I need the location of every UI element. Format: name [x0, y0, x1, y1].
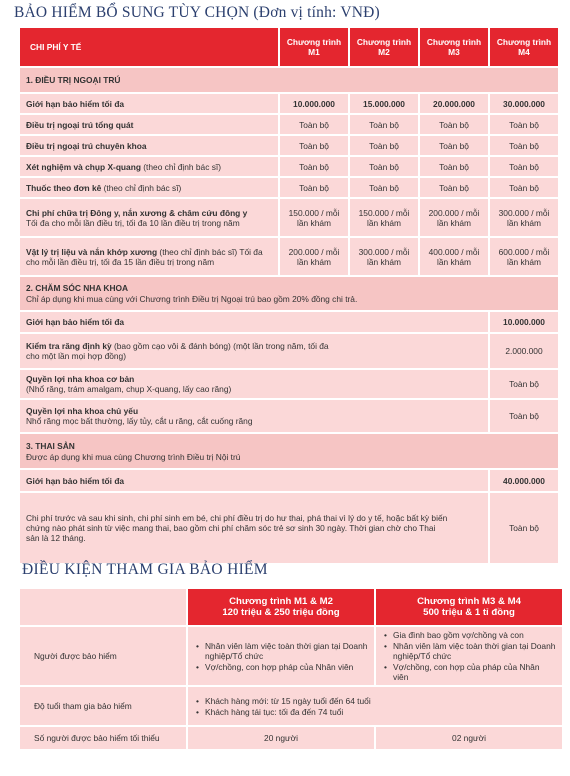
outpatient-value-m2: 300.000 / mỗi lần khám [350, 238, 418, 275]
dental-value-m4: Toàn bộ [490, 400, 558, 432]
insured-item: • Gia đình bao gồm vợ/chồng và con [384, 630, 556, 640]
dental-row-title: Kiểm tra răng định kỳ [26, 341, 112, 351]
dental-row-note: (Nhổ răng, trám amalgam, chụp X-quang, lấy cao răng) [26, 384, 232, 394]
outpatient-value-m4: 300.000 / mỗi lần khám [490, 199, 558, 236]
outpatient-value-m3: 20.000.000 [420, 94, 488, 113]
eligibility-title: ĐIỀU KIỆN THAM GIA BẢO HIỂM [22, 561, 268, 578]
outpatient-value-m1: Toàn bộ [280, 157, 348, 176]
dental-row-title: Quyền lợi nha khoa cơ bản [26, 374, 135, 384]
outpatient-row-title: Xét nghiệm và chụp X-quang [26, 161, 141, 172]
outpatient-row-label [20, 178, 278, 197]
dental-value-m4: Toàn bộ [490, 370, 558, 398]
outpatient-value-m4: Toàn bộ [490, 157, 558, 176]
dental-row-title: Giới hạn bảo hiểm tối đa [26, 317, 125, 327]
outpatient-value-m1: Toàn bộ [280, 178, 348, 197]
header-program-m3: Chương trình M3 [420, 28, 488, 66]
eligibility-header-blank [20, 589, 186, 625]
dental-row-label [20, 370, 488, 398]
outpatient-value-m3: Toàn bộ [420, 178, 488, 197]
outpatient-value-m4: Toàn bộ [490, 115, 558, 134]
dental-row [20, 370, 558, 398]
dental-row-label [20, 312, 488, 332]
outpatient-row-label [20, 94, 278, 113]
section-dental [20, 277, 558, 310]
outpatient-value-m4: Toàn bộ [490, 178, 558, 197]
min-insured-m1-m2: 20 người [188, 727, 374, 749]
optional-insurance-title: BẢO HIỂM BỔ SUNG TÙY CHỌN (Đơn vị tính: VNĐ) [14, 4, 380, 21]
outpatient-row-title: Giới hạn bảo hiểm tối đa [26, 98, 125, 109]
outpatient-row [20, 136, 558, 155]
dental-row [20, 400, 558, 432]
eligibility-header-m1-m2-amount: 120 triệu & 250 triệu đồng [222, 607, 340, 618]
outpatient-row-label [20, 136, 278, 155]
eligibility-header-m1-m2-title: Chương trình M1 & M2 [229, 596, 333, 607]
eligibility-header-m3-m4 [376, 589, 562, 625]
header-program-m1: Chương trình M1 [280, 28, 348, 66]
maternity-detail-value: Toàn bộ [490, 493, 558, 563]
outpatient-value-m1: 150.000 / mỗi lần khám [280, 199, 348, 236]
outpatient-row-label [20, 115, 278, 134]
header-program-m2: Chương trình M2 [350, 28, 418, 66]
outpatient-row [20, 157, 558, 176]
outpatient-value-m2: Toàn bộ [350, 178, 418, 197]
section-dental-note: Chỉ áp dụng khi mua cùng với Chương trình Điều trị Ngoại trú bao gồm 20% đồng chi trả. [26, 294, 358, 304]
maternity-detail: Chi phí trước và sau khi sinh, chi phí sinh em bé, chi phí điều trị do hư thai, phá thai vì lý do y tế, hoặc bất kỳ biến chứng nào phát sinh từ việc mang thai, bao gồm chi phí chăm sóc trẻ sơ sinh 30 ngày. Thời gian chờ cho Thai sản là 12 tháng. [20, 493, 488, 563]
outpatient-row [20, 178, 558, 197]
insured-m1-m2 [188, 627, 374, 685]
eligibility-header-m3-m4-amount: 500 triệu & 1 tỉ đồng [423, 607, 515, 618]
eligibility-table [18, 587, 564, 751]
outpatient-row-title: Điều trị ngoại trú chuyên khoa [26, 140, 147, 151]
dental-value-m4: 10.000.000 [490, 312, 558, 332]
section-maternity-note: Được áp dụng khi mua cùng Chương trình Điều trị Nội trú [26, 451, 241, 462]
maternity-limit-label: Giới hạn bảo hiểm tối đa [20, 470, 488, 491]
dental-row-label [20, 334, 488, 368]
outpatient-row-note: Tối đa cho mỗi lần điều trị, tối đa 10 lần điều trị trong năm [26, 217, 240, 228]
age-conditions [188, 687, 562, 725]
section-maternity-title: 3. THAI SẢN [26, 440, 75, 451]
insured-item: • Vợ/chồng, con hợp của pháp của Nhân viên [384, 662, 556, 682]
outpatient-value-m4: 30.000.000 [490, 94, 558, 113]
header-program-m4: Chương trình M4 [490, 28, 558, 66]
outpatient-row [20, 199, 558, 236]
outpatient-value-m4: 600.000 / mỗi lần khám [490, 238, 558, 275]
age-label: Độ tuổi tham gia bảo hiểm [20, 687, 186, 725]
insured-item: • Nhân viên làm việc toàn thời gian tại Doanh nghiệp/Tổ chức [384, 641, 556, 661]
dental-row-label [20, 400, 488, 432]
section-maternity [20, 434, 558, 468]
outpatient-value-m1: Toàn bộ [280, 136, 348, 155]
outpatient-value-m4: Toàn bộ [490, 136, 558, 155]
dental-row-note: (bao gồm cạo vôi & đánh bóng) (một lần trong năm, tối đa cho một lần mọi hợp đồng) [26, 341, 329, 361]
outpatient-row-title: Điều trị ngoại trú tổng quát [26, 119, 134, 130]
outpatient-row-label [20, 238, 278, 275]
outpatient-value-m3: 400.000 / mỗi lần khám [420, 238, 488, 275]
outpatient-value-m3: Toàn bộ [420, 136, 488, 155]
insured-item: • Vợ/chồng, con hợp pháp của Nhân viên [196, 662, 368, 672]
outpatient-value-m2: Toàn bộ [350, 115, 418, 134]
outpatient-value-m3: Toàn bộ [420, 115, 488, 134]
age-renewal-customer: • Khách hàng tái tục: tối đa đến 74 tuổi [196, 707, 556, 717]
outpatient-row-note: (theo chỉ định bác sĩ) [101, 182, 182, 193]
dental-row [20, 312, 558, 332]
outpatient-value-m3: 200.000 / mỗi lần khám [420, 199, 488, 236]
outpatient-row-title: Vật lý trị liệu và nắn khớp xương [26, 246, 158, 257]
outpatient-row-note: (theo chỉ định bác sĩ) [140, 161, 222, 172]
outpatient-value-m2: Toàn bộ [350, 136, 418, 155]
outpatient-row [20, 115, 558, 134]
outpatient-value-m2: 15.000.000 [350, 94, 418, 113]
min-insured-label: Số người được bảo hiểm tối thiểu [20, 727, 186, 749]
eligibility-header-m3-m4-title: Chương trình M3 & M4 [417, 596, 521, 607]
dental-row [20, 334, 558, 368]
outpatient-row-note: (theo chỉ định bác sĩ) Tối đa cho mỗi lần điều trị, tối đa 15 lần điều trị trong năm [26, 246, 263, 267]
outpatient-value-m1: 10.000.000 [280, 94, 348, 113]
outpatient-value-m2: Toàn bộ [350, 157, 418, 176]
insured-m3-m4 [376, 627, 562, 685]
insured-label: Người được bảo hiểm [20, 627, 186, 685]
outpatient-row [20, 238, 558, 275]
dental-value-m4: 2.000.000 [490, 334, 558, 368]
header-medical-cost: CHI PHÍ Y TẾ [20, 28, 278, 66]
age-new-customer: • Khách hàng mới: từ 15 ngày tuổi đến 64 tuổi [196, 696, 556, 706]
insured-item: • Nhân viên làm việc toàn thời gian tại Doanh nghiệp/Tổ chức [196, 641, 368, 661]
outpatient-value-m1: Toàn bộ [280, 115, 348, 134]
outpatient-row [20, 94, 558, 113]
maternity-limit-value: 40.000.000 [490, 470, 558, 491]
outpatient-value-m2: 150.000 / mỗi lần khám [350, 199, 418, 236]
outpatient-row-title: Chi phí chữa trị Đông y, nắn xương & châm cứu đông y [26, 207, 248, 218]
section-dental-title: 2. CHĂM SÓC NHA KHOA [26, 283, 129, 293]
outpatient-row-label [20, 157, 278, 176]
min-insured-m3-m4: 02 người [376, 727, 562, 749]
outpatient-value-m3: Toàn bộ [420, 157, 488, 176]
optional-benefits-table [18, 26, 560, 565]
outpatient-value-m1: 200.000 / mỗi lần khám [280, 238, 348, 275]
section-outpatient: 1. ĐIỀU TRỊ NGOẠI TRÚ [20, 68, 558, 92]
eligibility-header-m1-m2 [188, 589, 374, 625]
outpatient-row-title: Thuốc theo đơn kê [26, 182, 102, 193]
dental-row-title: Quyền lợi nha khoa chủ yếu [26, 406, 139, 416]
outpatient-row-label [20, 199, 278, 236]
dental-row-note: Nhổ răng mọc bất thường, lấy tủy, cắt u răng, cắt cuống răng [26, 416, 253, 426]
